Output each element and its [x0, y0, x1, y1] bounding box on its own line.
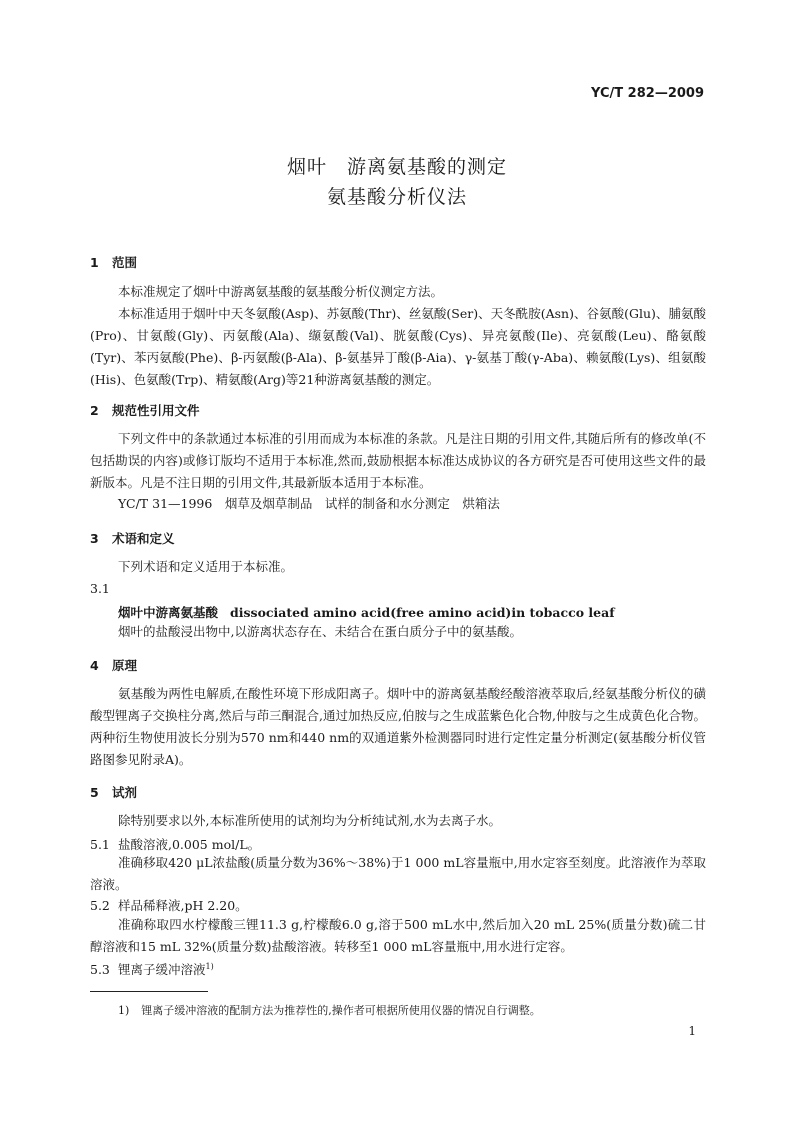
section-number: 1 [90, 255, 99, 270]
term-definition: 烟叶的盐酸浸出物中,以游离状态存在、未结合在蛋白质分子中的氨基酸。 [118, 624, 522, 639]
section-2-heading [90, 401, 200, 419]
paragraph: 本标准规定了烟叶中游离氨基酸的氨基酸分析仪测定方法。 [118, 284, 444, 299]
section-number: 3 [90, 531, 99, 546]
subsection-number: 3.1 [90, 581, 110, 596]
subsection-5-3 [90, 960, 214, 978]
term-english: dissociated amino acid(free amino acid)in tobacco leaf [230, 605, 615, 620]
section-title: 术语和定义 [112, 531, 175, 546]
term-entry [118, 603, 615, 621]
paragraph: 除特别要求以外,本标准所使用的试剂均为分析纯试剂,水为去离子水。 [118, 813, 501, 828]
subsection-title: 盐酸溶液,0.005 mol/L。 [118, 837, 261, 852]
footnote-divider [90, 991, 208, 992]
section-3-heading [90, 529, 175, 547]
footnote [118, 1002, 541, 1018]
section-number: 4 [90, 658, 99, 673]
section-number: 5 [90, 785, 99, 800]
subsection-5-1 [90, 835, 260, 853]
section-5-heading [90, 783, 137, 801]
paragraph: 下列文件中的条款通过本标准的引用而成为本标准的条款。凡是注日期的引用文件,其随后所有的修改单(不包括勘误的内容)或修订版均不适用于本标准,然而,鼓励根据本标准达成协议的各方研究是否可使用这些文件的最新版本。凡是不注日期的引用文件,其最新版本适用于本标准。 [90, 431, 706, 490]
page-number: 1 [688, 1024, 696, 1038]
subsection-number: 5.2 [90, 898, 110, 913]
section-number: 2 [90, 403, 99, 418]
section-title: 范围 [112, 255, 138, 270]
paragraph: 本标准适用于烟叶中天冬氨酸(Asp)、苏氨酸(Thr)、丝氨酸(Ser)、天冬酰胺(Asn)、谷氨酸(Glu)、脯氨酸(Pro)、甘氨酸(Gly)、丙氨酸(Ala)、缬氨酸(Val)、胱氨酸(Cys)、异亮氨酸(Ile)、亮氨酸(Leu)、酪氨酸(Tyr)、苯丙氨酸(Phe)、β-丙氨酸(β-Ala)、β-氨基异丁酸(β-Aia)、γ-氨基丁酸(γ-Aba)、赖氨酸(Lys)、组氨酸(His)、色氨酸(Trp)、精氨酸(Arg)等21种游离氨基酸的测定。 [90, 306, 706, 387]
document-subtitle: 氨基酸分析仪法 [326, 186, 467, 208]
section-1-heading [90, 253, 137, 271]
paragraph: 下列术语和定义适用于本标准。 [118, 559, 294, 574]
subsection-title: 锂离子缓冲溶液 [118, 962, 206, 977]
section-title: 规范性引用文件 [112, 403, 200, 418]
footnote-marker[interactable]: 1) [205, 961, 214, 971]
paragraph: 准确移取420 μL浓盐酸(质量分数为36%～38%)于1 000 mL容量瓶中,用水定容至刻度。此溶液作为萃取溶液。 [90, 855, 706, 892]
paragraph: 氨基酸为两性电解质,在酸性环境下形成阳离子。烟叶中的游离氨基酸经酸溶液萃取后,经氨基酸分析仪的磺酸型锂离子交换柱分离,然后与茚三酮混合,通过加热反应,伯胺与之生成蓝紫色化合物,仲胺与之生成黄色化合物。两种衍生物使用波长分别为570 nm和440 nm的双通道紫外检测器同时进行定性定量分析测定(氨基酸分析仪管路图参见附录A)。 [90, 686, 706, 767]
footnote-text: 锂离子缓冲溶液的配制方法为推荐性的,操作者可根据所使用仪器的情况自行调整。 [141, 1004, 541, 1017]
standard-number: YC/T 282—2009 [591, 86, 704, 101]
subsection-title: 样品稀释液,pH 2.20。 [118, 898, 248, 913]
term-chinese: 烟叶中游离氨基酸 [118, 605, 219, 620]
section-4-heading [90, 656, 137, 674]
subsection-number: 5.3 [90, 962, 110, 977]
subsection-number: 5.1 [90, 837, 110, 852]
footnote-number: 1) [118, 1004, 130, 1017]
section-title: 原理 [112, 658, 138, 673]
paragraph: 准确称取四水柠檬酸三锂11.3 g,柠檬酸6.0 g,溶于500 mL水中,然后加入20 mL 25%(质量分数)硫二甘醇溶液和15 mL 32%(质量分数)盐酸溶液。转移至1 000 mL容量瓶中,用水进行定容。 [90, 917, 706, 954]
document-title: 烟叶 游离氨基酸的测定 [286, 156, 507, 178]
normative-reference: YC/T 31—1996 烟草及烟草制品 试样的制备和水分测定 烘箱法 [118, 496, 500, 511]
section-title: 试剂 [112, 785, 138, 800]
subsection-5-2 [90, 896, 248, 914]
